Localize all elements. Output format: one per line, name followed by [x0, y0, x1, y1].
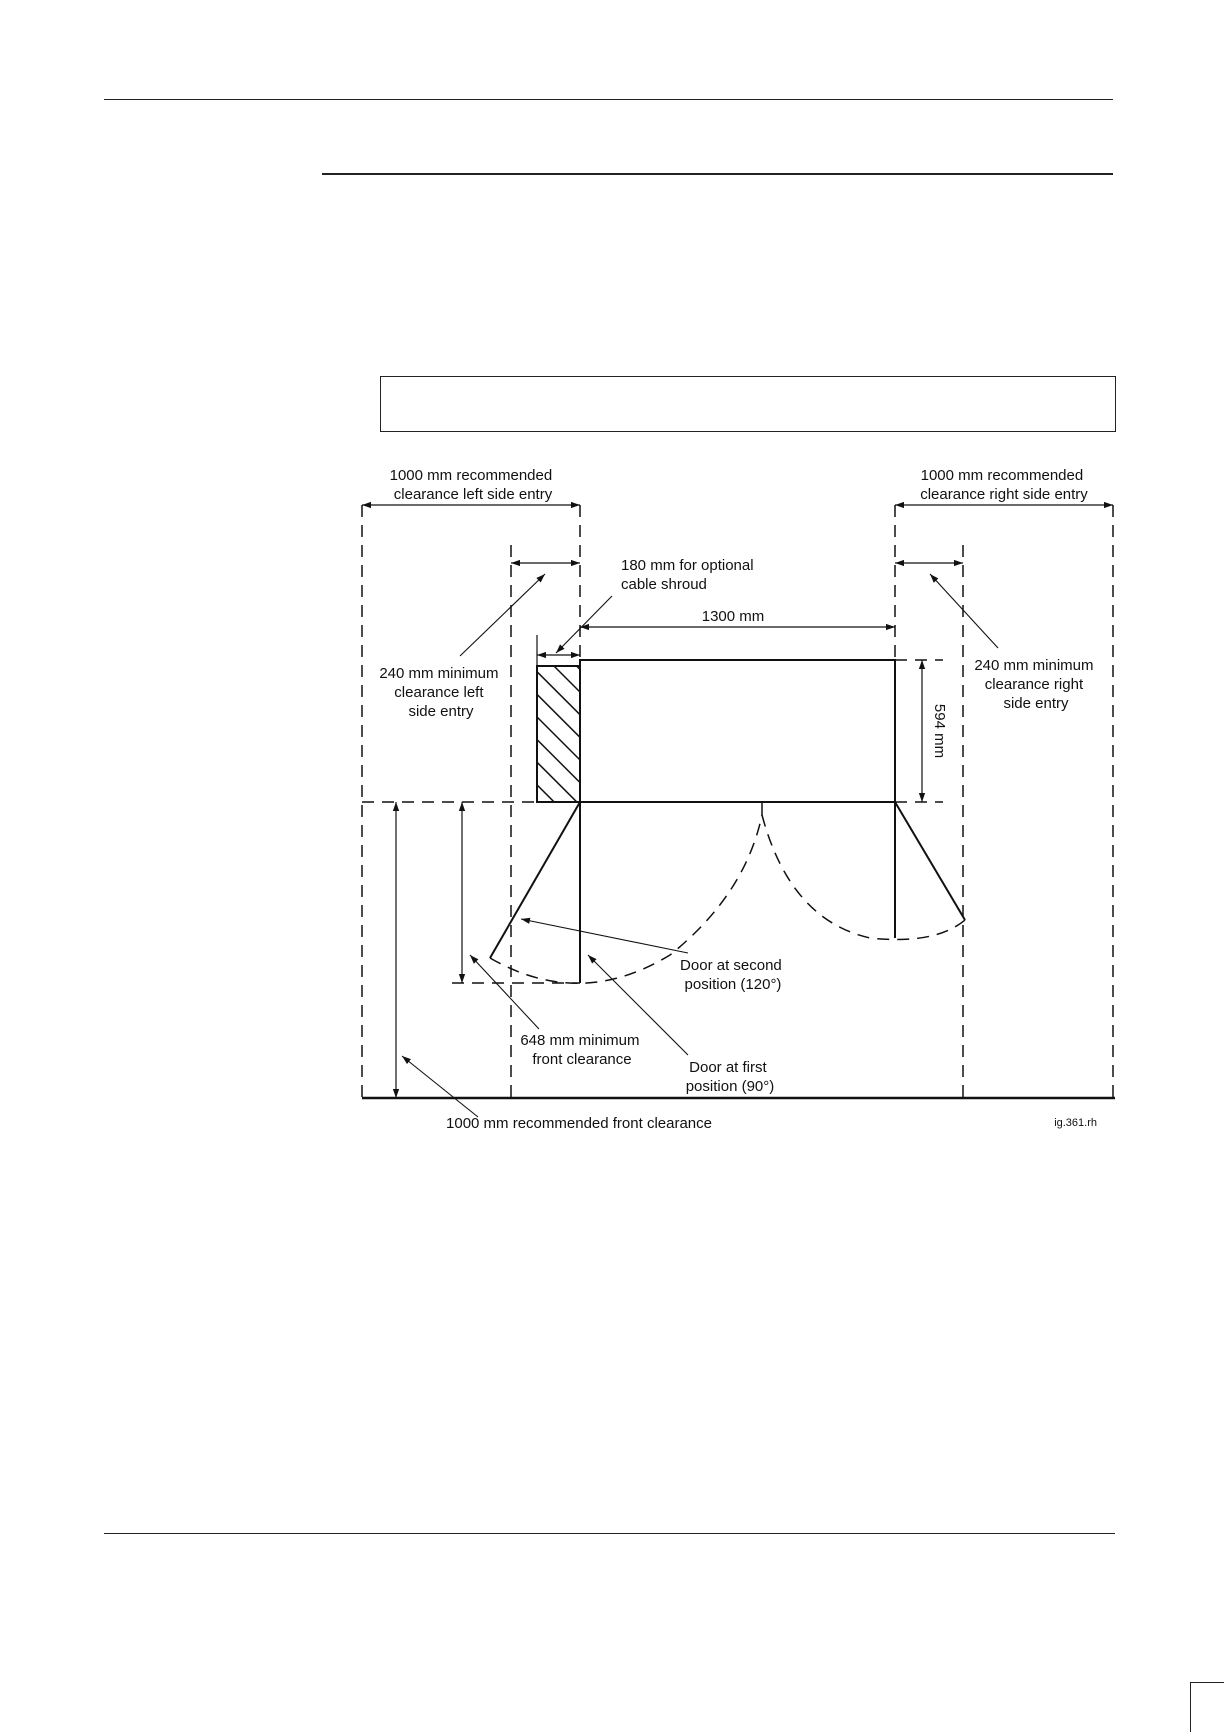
door-second-label: Door at second position (120°) [680, 957, 782, 993]
width-label: 1300 mm [701, 608, 765, 625]
front-minimum-leader [470, 955, 539, 1029]
door-first-label: Door at first position (90°) [685, 1059, 775, 1095]
left-minimum-leader [460, 574, 545, 656]
right-minimum-label: 240 mm minimum clearance right side entry [974, 657, 1094, 712]
cable-shroud [537, 666, 580, 802]
left-minimum-label: 240 mm minimum clearance left side entry [379, 665, 499, 720]
door-second-leader [521, 919, 688, 953]
page-corner-tab [1190, 1682, 1224, 1732]
front-recommended-leader [402, 1056, 478, 1117]
right-recommended-label: 1000 mm recommended clearance right side entry [920, 467, 1088, 503]
front-minimum-label: 648 mm minimum front clearance [520, 1032, 640, 1068]
right-minimum-leader [930, 574, 998, 648]
depth-label: 594 mm [931, 703, 948, 759]
left-door-second-position [490, 802, 580, 958]
footer-rule [104, 1533, 1115, 1534]
right-door-second-position [895, 802, 965, 920]
leader-lines [402, 574, 998, 1117]
figure-ref-label: ig.361.rh [1054, 1117, 1097, 1129]
left-recommended-label: 1000 mm recommended clearance left side entry [389, 467, 553, 503]
right-door-swing-arc [762, 815, 965, 940]
shroud-leader [556, 596, 612, 653]
shroud-label: 180 mm for optional cable shroud [621, 557, 754, 593]
front-recommended-label: 1000 mm recommended front clearance [446, 1115, 712, 1132]
doors [490, 802, 965, 983]
cabinet-outline [580, 660, 895, 802]
